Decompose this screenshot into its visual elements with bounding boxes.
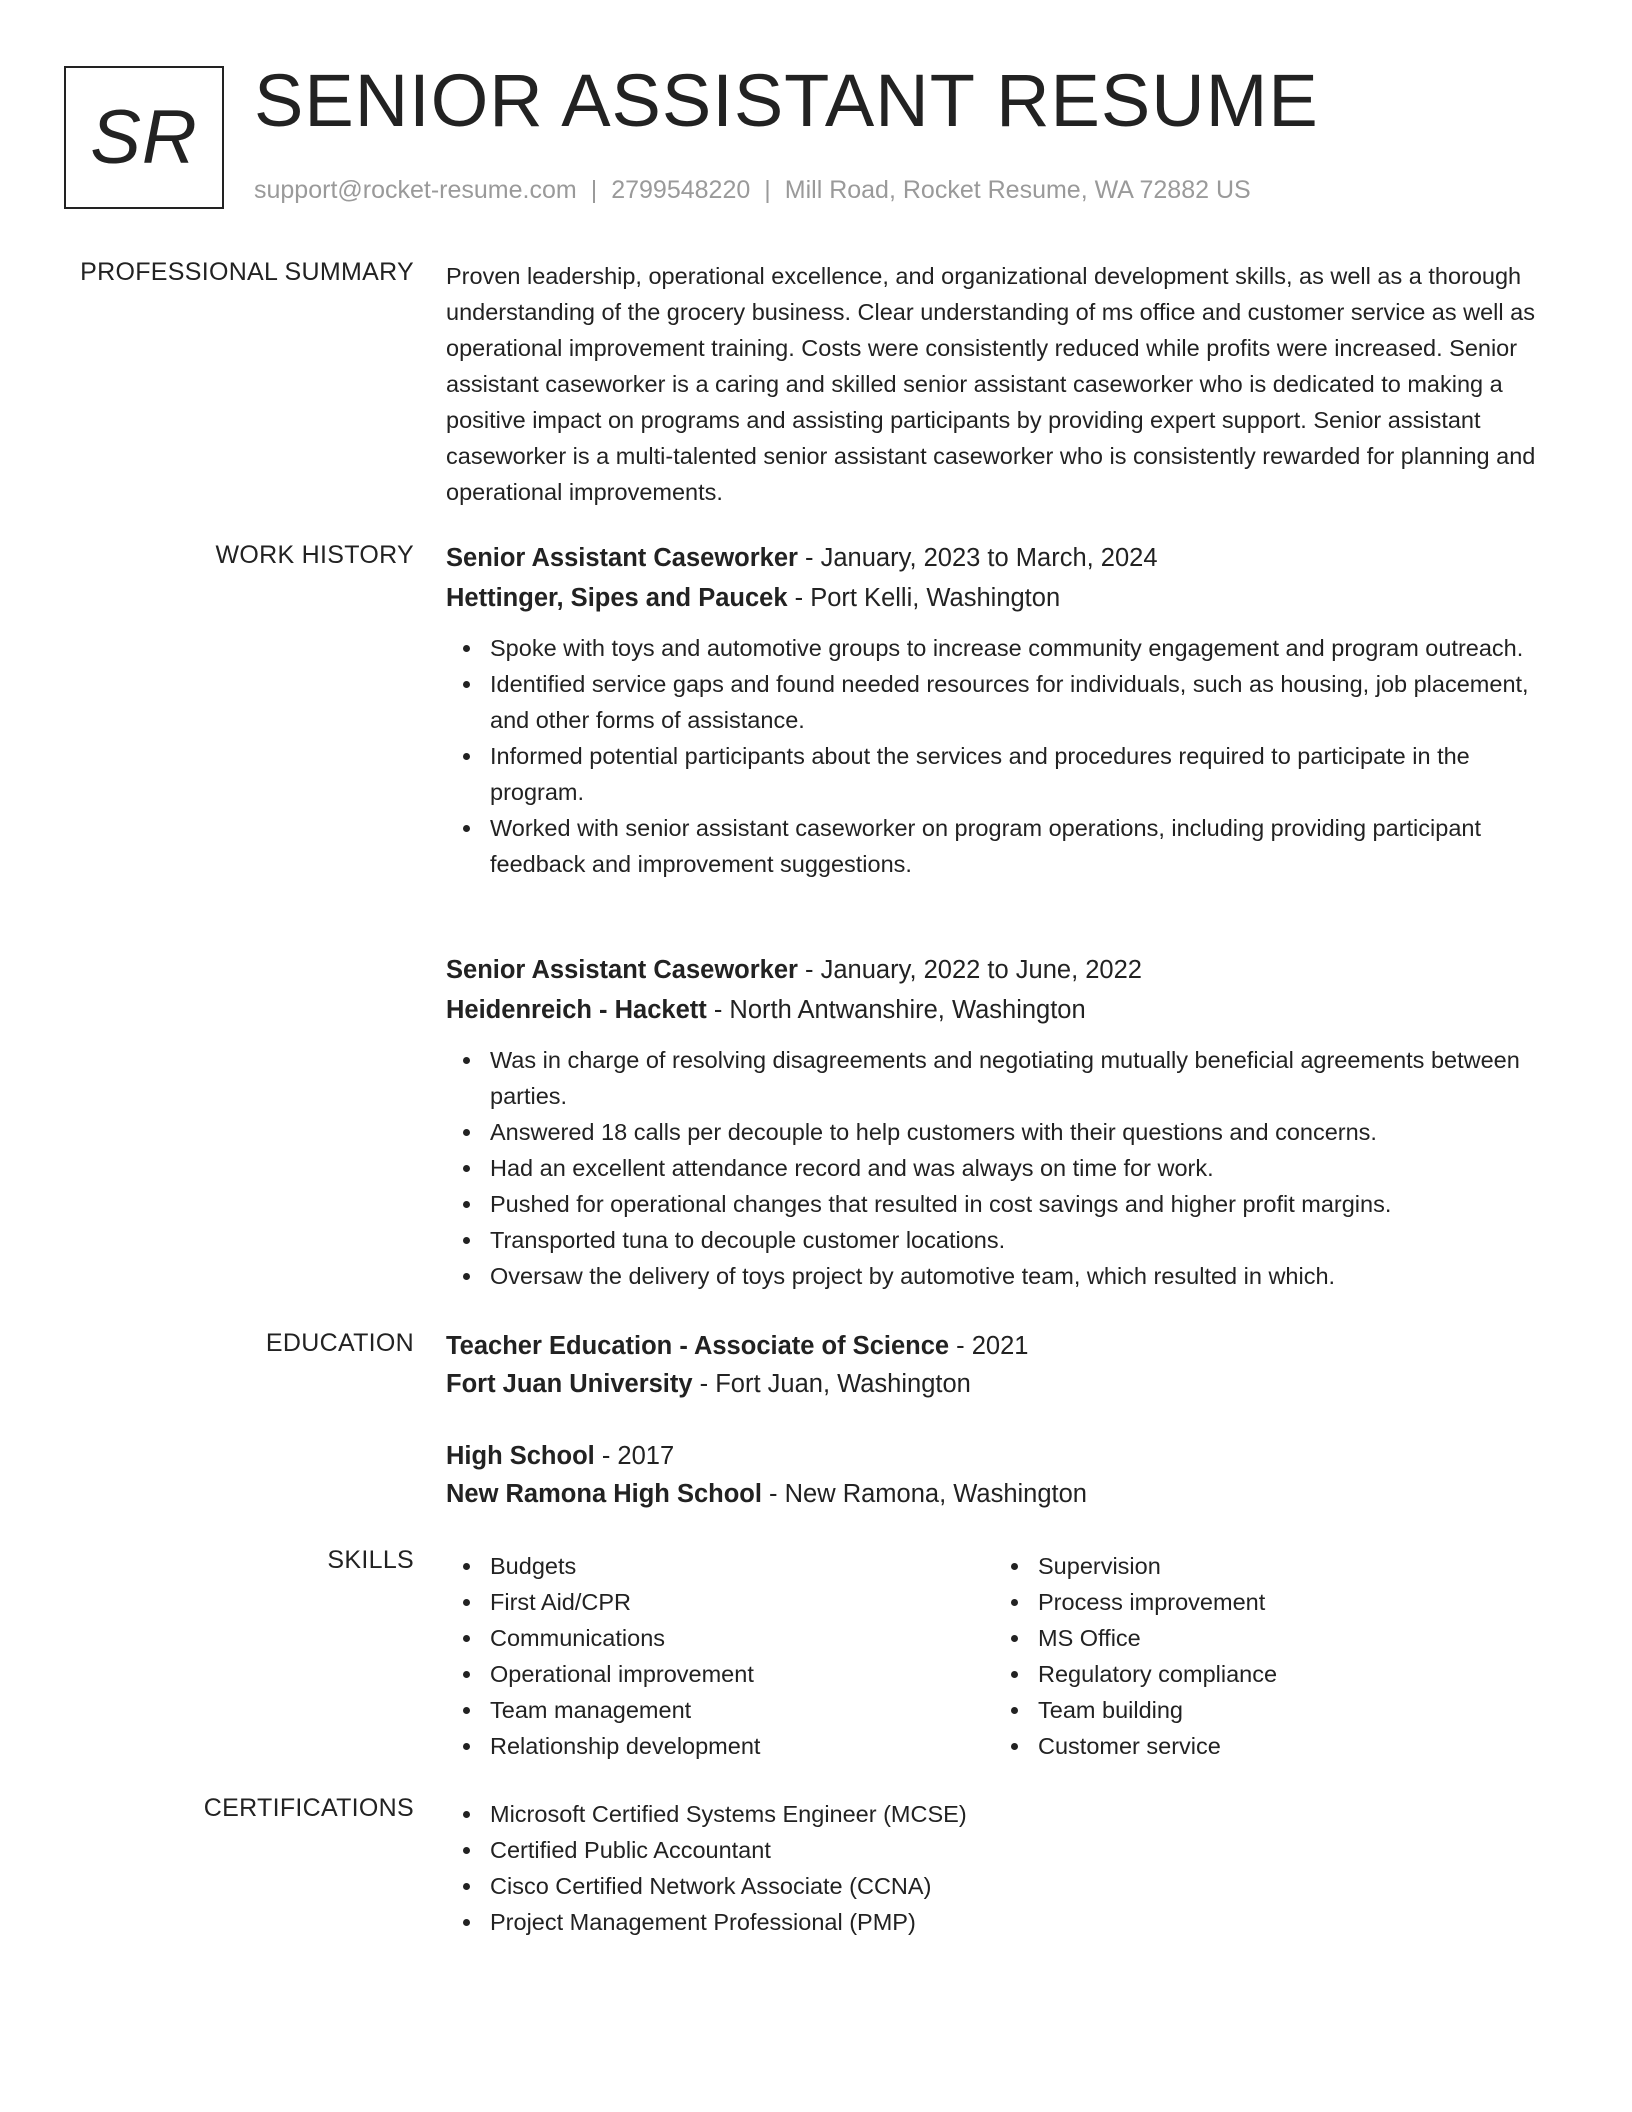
education-school-line (446, 1364, 1546, 1404)
education-location: - Fort Juan, Washington (692, 1370, 971, 1398)
list-item: Identified service gaps and found needed resources for individuals, such as housing, job placement, and other forms of assistance. (446, 666, 1546, 738)
contact-address: Mill Road, Rocket Resume, WA 72882 US (784, 176, 1251, 204)
job-dates: - January, 2022 to June, 2022 (797, 956, 1142, 984)
monogram-logo: SR (64, 66, 224, 209)
list-item: Cisco Certified Network Associate (CCNA) (446, 1868, 1546, 1904)
contact-separator: | (590, 176, 598, 204)
resume-header (64, 59, 1564, 216)
job-title-line (446, 538, 1546, 578)
section-label-summary: PROFESSIONAL SUMMARY (80, 258, 414, 286)
job-dates: - January, 2023 to March, 2024 (797, 544, 1158, 572)
list-item: Operational improvement (446, 1656, 994, 1692)
job-company-line (446, 578, 1546, 618)
job-title: Senior Assistant Caseworker (446, 956, 798, 984)
job-location: - Port Kelli, Washington (787, 584, 1061, 612)
contact-email[interactable]: support@rocket-resume.com (254, 176, 577, 204)
job-entry (446, 950, 1546, 1294)
job-entry (446, 538, 1546, 882)
education-degree-line (446, 1436, 1546, 1476)
job-company: Hettinger, Sipes and Paucek (446, 584, 788, 612)
list-item: Answered 18 calls per decouple to help customers with their questions and concerns. (446, 1114, 1546, 1150)
list-item: Team building (994, 1692, 1542, 1728)
list-item: Supervision (994, 1548, 1542, 1584)
certifications-list (446, 1796, 1546, 1940)
section-label-education: EDUCATION (265, 1329, 414, 1357)
job-title: Senior Assistant Caseworker (446, 544, 798, 572)
education-entry (446, 1326, 1546, 1404)
section-label-skills: SKILLS (327, 1546, 414, 1574)
page-title: SENIOR ASSISTANT RESUME (254, 59, 1319, 142)
education-year: - 2021 (949, 1332, 1029, 1360)
list-item: Relationship development (446, 1728, 994, 1764)
list-item: Pushed for operational changes that resulted in cost savings and higher profit margins. (446, 1186, 1546, 1222)
education-year: - 2017 (594, 1442, 675, 1470)
contact-phone[interactable]: 2799548220 (611, 176, 751, 204)
section-label-work-history: WORK HISTORY (215, 541, 414, 569)
list-item: Team management (446, 1692, 994, 1728)
list-item: Communications (446, 1620, 994, 1656)
list-item: Oversaw the delivery of toys project by automotive team, which resulted in which. (446, 1258, 1546, 1294)
skills-grid (446, 1548, 1546, 1764)
education-school-line (446, 1474, 1546, 1514)
education-location: - New Ramona, Washington (761, 1480, 1087, 1508)
job-bullets (446, 630, 1546, 882)
list-item: Worked with senior assistant caseworker on program operations, including providing participant feedback and improvement suggestions. (446, 810, 1546, 882)
list-item: First Aid/CPR (446, 1584, 994, 1620)
skills-list-left (446, 1548, 994, 1764)
contact-line (254, 176, 1251, 205)
education-school: Fort Juan University (446, 1370, 693, 1398)
list-item: Customer service (994, 1728, 1542, 1764)
list-item: Transported tuna to decouple customer locations. (446, 1222, 1546, 1258)
list-item: Was in charge of resolving disagreements and negotiating mutually beneficial agreements between parties. (446, 1042, 1546, 1114)
summary-text: Proven leadership, operational excellence, and organizational development skills, as well as a thorough understanding of the grocery business. Clear understanding of ms office and customer service as well as operational improvement training. Costs were consistently reduced while profits were increased. Senior assistant caseworker is a caring and skilled senior assistant caseworker who is dedicated to making a positive impact on programs and assisting participants by providing expert support. Senior assistant caseworker is a multi-talented senior assistant caseworker who is consistently rewarded for planning and operational improvements. (446, 263, 1536, 505)
education-school: New Ramona High School (446, 1480, 762, 1508)
job-title-line (446, 950, 1546, 990)
list-item: Informed potential participants about the services and procedures required to participate in the program. (446, 738, 1546, 810)
list-item: Process improvement (994, 1584, 1542, 1620)
job-company-line (446, 990, 1546, 1030)
list-item: Had an excellent attendance record and was always on time for work. (446, 1150, 1546, 1186)
job-location: - North Antwanshire, Washington (706, 996, 1086, 1024)
job-company: Heidenreich - Hackett (446, 996, 707, 1024)
list-item: Project Management Professional (PMP) (446, 1904, 1546, 1940)
list-item: MS Office (994, 1620, 1542, 1656)
education-degree-line (446, 1326, 1546, 1366)
education-entry (446, 1436, 1546, 1514)
job-bullets (446, 1042, 1546, 1294)
list-item: Certified Public Accountant (446, 1832, 1546, 1868)
list-item: Spoke with toys and automotive groups to increase community engagement and program outreach. (446, 630, 1546, 666)
skills-list-right (994, 1548, 1542, 1764)
education-degree: Teacher Education - Associate of Science (446, 1332, 950, 1360)
list-item: Budgets (446, 1548, 994, 1584)
list-item: Microsoft Certified Systems Engineer (MCSE) (446, 1796, 1546, 1832)
list-item: Regulatory compliance (994, 1656, 1542, 1692)
contact-separator: | (764, 176, 771, 204)
section-label-certifications: CERTIFICATIONS (203, 1794, 414, 1822)
education-degree: High School (446, 1442, 595, 1470)
